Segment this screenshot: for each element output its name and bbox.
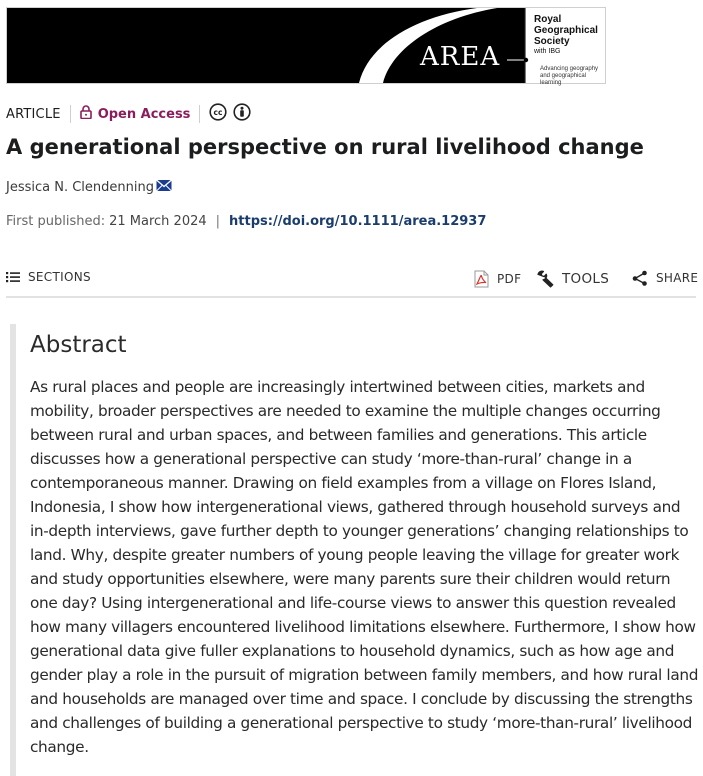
- sections-button[interactable]: [6, 270, 91, 284]
- article-meta: [6, 104, 257, 124]
- abstract-heading: Abstract: [30, 332, 127, 358]
- divider: [199, 105, 200, 123]
- society-line: Geographical: [534, 25, 598, 36]
- pdf-label: PDF: [497, 272, 522, 286]
- pdf-icon: [474, 270, 489, 288]
- society-logo: [534, 14, 598, 56]
- author-name[interactable]: Jessica N. Clendenning: [6, 180, 154, 195]
- publication-info: [6, 214, 486, 229]
- author-list: [6, 179, 172, 196]
- society-tagline: [540, 66, 605, 87]
- separator: |: [215, 214, 221, 229]
- society-sub: with IBG: [534, 48, 561, 55]
- share-label: SHARE: [656, 271, 699, 285]
- abstract-section: [10, 324, 699, 776]
- svg-text:cc: cc: [213, 108, 223, 118]
- journal-banner[interactable]: [6, 7, 606, 84]
- society-line: Royal: [534, 14, 562, 25]
- wrench-icon: [536, 270, 554, 288]
- abstract-body: As rural places and people are increasingly intertwined between cities, markets and mobility, broader perspectives are needed to examine the multiple changes occurring between rural and urban spaces, and between families and generations. This article discusses how a generational perspective can study ‘more-than-rural’ change in a contemporaneous manner. Drawing on field examples from a village on Flores Island, Indonesia, I show how intergenerational views, gathered through household surveys and in-depth interviews, gave further depth to younger generations’ changing relationships to land. Why, despite greater numbers of young people leaving the village for greater work and study opportunities elsewhere, were many parents sure their children would return one day? Using intergenerational and life-course views to answer this question revealed how many villagers encountered livelihood limitations elsewhere. Furthermore, I show how generational data give fuller explanations to household dynamics, such as how age and gender play a role in the pursuit of migration between family members, and how rural land and households are managed over time and space. I conclude by discussing the strengths and challenges of building a generational perspective to study ‘more-than-rural’ livelihood change.: [30, 378, 699, 756]
- tools-label: TOOLS: [562, 271, 610, 287]
- divider: [70, 105, 71, 123]
- article-toolbar: [6, 266, 699, 298]
- lock-icon: [80, 105, 92, 123]
- open-access-label[interactable]: Open Access: [97, 106, 191, 122]
- tagline-line: and geographical learning: [540, 73, 587, 86]
- article-title: A generational perspective on rural livelihood change: [6, 135, 644, 159]
- journal-name: AREA: [420, 42, 501, 72]
- doi-link[interactable]: https://doi.org/10.1111/area.12937: [229, 214, 487, 229]
- first-published-label: First published:: [6, 214, 106, 229]
- share-button[interactable]: [632, 270, 698, 286]
- banner-artwork: [7, 8, 605, 83]
- by-icon[interactable]: [233, 103, 251, 125]
- first-published-date: 21 March 2024: [109, 214, 207, 229]
- society-line: Society: [534, 36, 570, 47]
- tagline-line: Advancing geography: [540, 66, 599, 72]
- cc-icon[interactable]: [209, 103, 227, 125]
- sections-label: SECTIONS: [28, 270, 91, 284]
- list-icon: [6, 271, 20, 283]
- pdf-button[interactable]: [474, 270, 521, 288]
- mail-icon[interactable]: [156, 179, 172, 196]
- tools-button[interactable]: [536, 270, 609, 288]
- share-icon: [632, 270, 648, 286]
- article-type: ARTICLE: [6, 106, 61, 122]
